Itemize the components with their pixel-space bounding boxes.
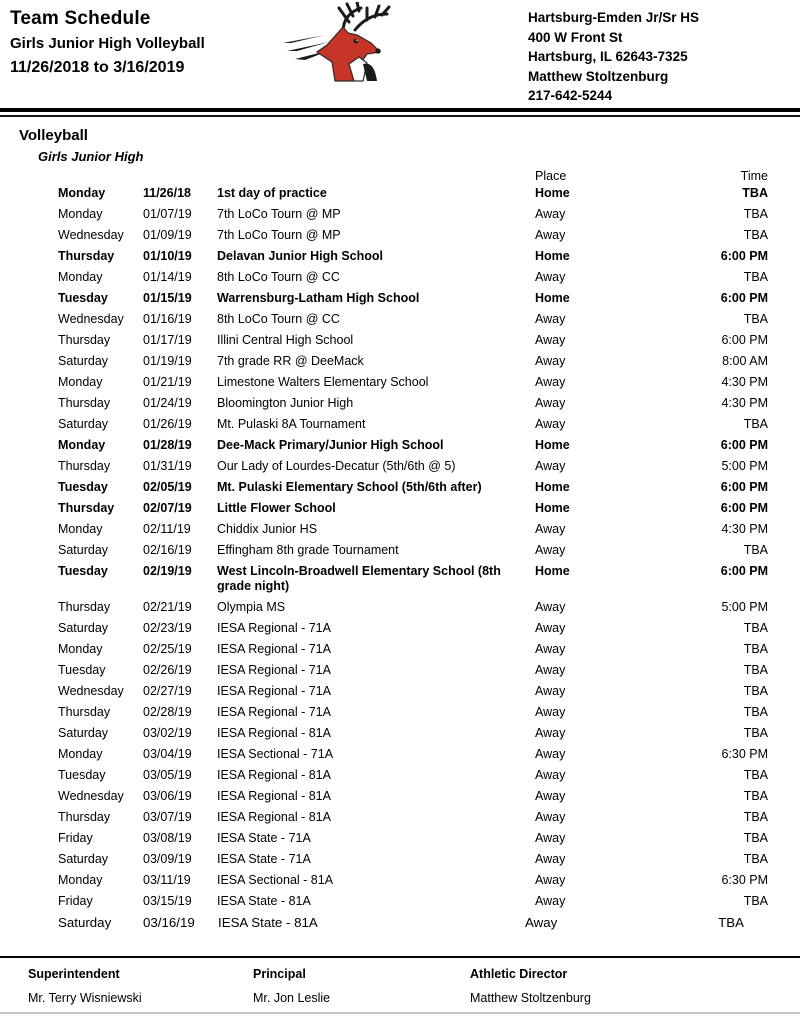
role-title: Principal bbox=[253, 967, 306, 981]
schedule-row bbox=[0, 891, 800, 912]
schedule-row bbox=[0, 597, 800, 618]
cell-event: 8th LoCo Tourn @ CC bbox=[217, 311, 340, 326]
cell-date: 01/10/19 bbox=[143, 248, 192, 263]
cell-place: Home bbox=[535, 437, 570, 452]
cell-event: Mt. Pulaski 8A Tournament bbox=[217, 416, 366, 431]
cell-date: 02/16/19 bbox=[143, 542, 192, 557]
cell-place: Away bbox=[535, 705, 566, 720]
cell-place: Away bbox=[535, 600, 566, 615]
cell-day: Thursday bbox=[58, 810, 111, 825]
cell-time: TBA bbox=[743, 705, 768, 720]
cell-day: Thursday bbox=[58, 600, 111, 615]
cell-date: 01/21/19 bbox=[143, 374, 192, 389]
cell-place: Away bbox=[535, 663, 566, 678]
cell-place: Away bbox=[535, 789, 566, 804]
cell-day: Monday bbox=[58, 269, 103, 284]
cell-day: Monday bbox=[58, 642, 103, 657]
cell-event: Illini Central High School bbox=[217, 332, 354, 347]
cell-day: Saturday bbox=[58, 621, 109, 636]
cell-date: 01/14/19 bbox=[143, 269, 192, 284]
cell-event: IESA State - 81A bbox=[218, 915, 318, 931]
cell-event: 7th LoCo Tourn @ MP bbox=[217, 227, 341, 242]
cell-place: Away bbox=[535, 621, 566, 636]
cell-day: Saturday bbox=[58, 416, 109, 431]
cell-date: 02/05/19 bbox=[143, 479, 192, 494]
cell-place: Away bbox=[535, 311, 566, 326]
cell-place: Away bbox=[535, 726, 566, 741]
schedule-row bbox=[0, 288, 800, 309]
cell-time: 6:00 PM bbox=[720, 290, 768, 305]
cell-date: 01/28/19 bbox=[143, 437, 192, 452]
cell-time: TBA bbox=[743, 269, 768, 284]
cell-event: Limestone Walters Elementary School bbox=[217, 374, 429, 389]
column-header-event bbox=[217, 170, 535, 183]
cell-place: Home bbox=[535, 248, 570, 263]
cell-time: TBA bbox=[742, 185, 768, 200]
cell-place: Away bbox=[535, 852, 566, 867]
schedule-row bbox=[0, 393, 800, 414]
footer-role bbox=[470, 967, 591, 1005]
cell-day: Monday bbox=[58, 374, 103, 389]
cell-date: 02/27/19 bbox=[143, 684, 192, 699]
sport-heading: Volleyball bbox=[19, 127, 88, 144]
cell-date: 03/02/19 bbox=[143, 726, 192, 741]
cell-event: Olympia MS bbox=[217, 600, 286, 615]
cell-time: 4:30 PM bbox=[721, 395, 768, 410]
schedule-row bbox=[0, 204, 800, 225]
cell-event: Bloomington Junior High bbox=[217, 395, 354, 410]
role-name: Mr. Terry Wisniewski bbox=[28, 991, 142, 1005]
cell-time: TBA bbox=[743, 642, 768, 657]
cell-place: Away bbox=[535, 227, 566, 242]
cell-time: TBA bbox=[743, 416, 768, 431]
cell-place: Away bbox=[535, 768, 566, 783]
cell-time: TBA bbox=[743, 894, 768, 909]
cell-date: 03/07/19 bbox=[143, 810, 192, 825]
cell-time: TBA bbox=[743, 542, 768, 557]
schedule-row bbox=[0, 807, 800, 828]
footer-divider bbox=[0, 956, 800, 958]
schedule-row bbox=[0, 870, 800, 891]
cell-place: Home bbox=[535, 290, 570, 305]
cell-time: 4:30 PM bbox=[721, 521, 768, 536]
cell-date: 03/06/19 bbox=[143, 789, 192, 804]
schedule-row bbox=[0, 639, 800, 660]
cell-place: Away bbox=[535, 810, 566, 825]
schedule-row bbox=[0, 618, 800, 639]
cell-event: IESA Sectional - 71A bbox=[217, 747, 334, 762]
column-header-time: Time bbox=[740, 169, 768, 183]
cell-time: 6:00 PM bbox=[721, 332, 768, 347]
page-title: Team Schedule bbox=[10, 8, 151, 29]
cell-event: IESA Regional - 81A bbox=[217, 768, 331, 783]
stag-mascot-icon bbox=[283, 2, 393, 82]
role-title: Athletic Director bbox=[470, 967, 568, 981]
schedule-row bbox=[0, 828, 800, 849]
cell-date: 02/19/19 bbox=[143, 563, 192, 578]
cell-event: IESA Regional - 71A bbox=[217, 621, 331, 636]
cell-event: Chiddix Junior HS bbox=[217, 521, 318, 536]
schedule-row bbox=[0, 477, 800, 498]
schedule-row bbox=[0, 435, 800, 456]
schedule-row bbox=[0, 498, 800, 519]
cell-event: Our Lady of Lourdes-Decatur (5th/6th @ 5) bbox=[217, 458, 456, 473]
cell-time: TBA bbox=[743, 768, 768, 783]
cell-place: Away bbox=[535, 206, 566, 221]
schedule-row bbox=[0, 309, 800, 330]
schedule-row bbox=[0, 702, 800, 723]
date-range: 11/26/2018 to 3/16/2019 bbox=[10, 59, 185, 76]
cell-place: Away bbox=[535, 684, 566, 699]
cell-place: Home bbox=[535, 500, 570, 515]
cell-date: 01/07/19 bbox=[143, 206, 192, 221]
cell-day: Saturday bbox=[58, 726, 109, 741]
cell-time: 6:00 PM bbox=[720, 479, 768, 494]
cell-event: 8th LoCo Tourn @ CC bbox=[217, 269, 340, 284]
cell-event: Little Flower School bbox=[217, 500, 336, 515]
cell-event: IESA Regional - 71A bbox=[217, 684, 331, 699]
cell-day: Tuesday bbox=[58, 290, 108, 305]
schedule-row bbox=[0, 519, 800, 540]
cell-time: 6:00 PM bbox=[720, 248, 768, 263]
role-title: Superintendent bbox=[28, 967, 120, 981]
cell-date: 02/28/19 bbox=[143, 705, 192, 720]
cell-date: 01/17/19 bbox=[143, 332, 192, 347]
cell-event: Effingham 8th grade Tournament bbox=[217, 542, 399, 557]
cell-day: Monday bbox=[58, 185, 106, 200]
cell-day: Thursday bbox=[58, 500, 115, 515]
cell-event: 7th LoCo Tourn @ MP bbox=[217, 206, 341, 221]
schedule-row bbox=[0, 912, 800, 933]
cell-time: 6:00 PM bbox=[720, 563, 768, 578]
cell-event: Warrensburg-Latham High School bbox=[217, 290, 420, 305]
cell-place: Away bbox=[535, 269, 566, 284]
schedule-row bbox=[0, 660, 800, 681]
cell-time: TBA bbox=[743, 852, 768, 867]
footer bbox=[0, 967, 800, 1013]
cell-time: TBA bbox=[743, 726, 768, 741]
role-name: Mr. Jon Leslie bbox=[253, 991, 331, 1005]
cell-time: 5:00 PM bbox=[721, 600, 768, 615]
cell-date: 02/25/19 bbox=[143, 642, 192, 657]
school-phone: 217-642-5244 bbox=[528, 88, 613, 103]
cell-place: Away bbox=[535, 542, 566, 557]
cell-place: Away bbox=[535, 747, 566, 762]
cell-place: Away bbox=[535, 521, 566, 536]
schedule-row bbox=[0, 225, 800, 246]
cell-day: Saturday bbox=[58, 353, 109, 368]
cell-day: Friday bbox=[58, 894, 93, 909]
cell-date: 01/19/19 bbox=[143, 353, 192, 368]
cell-day: Monday bbox=[58, 521, 103, 536]
schedule-row bbox=[0, 372, 800, 393]
cell-date: 03/16/19 bbox=[143, 915, 195, 931]
footer-role bbox=[253, 967, 330, 1005]
cell-event: IESA Regional - 81A bbox=[217, 810, 331, 825]
cell-place: Away bbox=[535, 458, 566, 473]
cell-day: Wednesday bbox=[58, 789, 124, 804]
schedule-row bbox=[0, 267, 800, 288]
cell-place: Away bbox=[535, 416, 566, 431]
cell-time: TBA bbox=[743, 206, 768, 221]
schedule-row bbox=[0, 849, 800, 870]
cell-date: 03/09/19 bbox=[143, 852, 192, 867]
schedule-row bbox=[0, 561, 800, 597]
cell-place: Home bbox=[535, 479, 570, 494]
cell-date: 11/26/18 bbox=[143, 185, 191, 200]
cell-date: 03/05/19 bbox=[143, 768, 192, 783]
cell-date: 02/07/19 bbox=[143, 500, 192, 515]
footer-role bbox=[28, 967, 142, 1005]
cell-event: Delavan Junior High School bbox=[217, 248, 383, 263]
column-header-date bbox=[143, 170, 217, 183]
cell-time: 6:30 PM bbox=[721, 873, 768, 888]
cell-event: IESA Regional - 71A bbox=[217, 642, 331, 657]
schedule-row bbox=[0, 330, 800, 351]
cell-time: TBA bbox=[743, 831, 768, 846]
schedule-row bbox=[0, 351, 800, 372]
cell-day: Wednesday bbox=[58, 227, 124, 242]
cell-time: 6:00 PM bbox=[720, 500, 768, 515]
schedule-table bbox=[0, 170, 800, 933]
cell-place: Away bbox=[535, 332, 566, 347]
cell-date: 03/11/19 bbox=[143, 873, 191, 888]
cell-event: IESA Regional - 81A bbox=[217, 789, 331, 804]
cell-time: 5:00 PM bbox=[721, 458, 768, 473]
cell-place: Away bbox=[535, 642, 566, 657]
cell-place: Away bbox=[525, 915, 558, 931]
cell-day: Wednesday bbox=[58, 311, 124, 326]
cell-day: Thursday bbox=[58, 248, 115, 263]
cell-day: Monday bbox=[58, 873, 103, 888]
cell-event: IESA Regional - 81A bbox=[217, 726, 331, 741]
cell-event: IESA Regional - 71A bbox=[217, 705, 331, 720]
cell-day: Saturday bbox=[58, 915, 112, 931]
cell-place: Away bbox=[535, 374, 566, 389]
cell-time: TBA bbox=[743, 311, 768, 326]
cell-time: TBA bbox=[743, 227, 768, 242]
cell-time: 6:30 PM bbox=[721, 747, 768, 762]
cell-time: 4:30 PM bbox=[721, 374, 768, 389]
cell-place: Home bbox=[535, 185, 570, 200]
cell-date: 01/24/19 bbox=[143, 395, 192, 410]
cell-time: TBA bbox=[743, 810, 768, 825]
cell-place: Away bbox=[535, 353, 566, 368]
schedule-row bbox=[0, 744, 800, 765]
cell-day: Monday bbox=[58, 747, 103, 762]
cell-date: 03/15/19 bbox=[143, 894, 192, 909]
cell-date: 02/11/19 bbox=[143, 521, 191, 536]
school-name: Hartsburg-Emden Jr/Sr HS bbox=[528, 10, 700, 25]
cell-time: TBA bbox=[743, 663, 768, 678]
cell-time: 8:00 AM bbox=[722, 353, 768, 368]
schedule-row bbox=[0, 456, 800, 477]
cell-day: Friday bbox=[58, 831, 93, 846]
cell-date: 02/26/19 bbox=[143, 663, 192, 678]
cell-date: 01/31/19 bbox=[143, 458, 192, 473]
cell-event: 1st day of practice bbox=[217, 185, 327, 200]
cell-event: IESA Sectional - 81A bbox=[217, 873, 334, 888]
school-contact-name: Matthew Stoltzenburg bbox=[528, 68, 669, 84]
cell-day: Thursday bbox=[58, 395, 111, 410]
schedule-row bbox=[0, 183, 800, 204]
cell-day: Tuesday bbox=[58, 663, 106, 678]
school-address-line1: 400 W Front St bbox=[528, 29, 623, 45]
cell-day: Thursday bbox=[58, 458, 111, 473]
schedule-rows bbox=[0, 183, 800, 933]
schedule-row bbox=[0, 765, 800, 786]
schedule-row bbox=[0, 723, 800, 744]
school-contact-block bbox=[528, 8, 699, 106]
cell-day: Tuesday bbox=[58, 563, 108, 578]
cell-day: Wednesday bbox=[58, 684, 124, 699]
cell-date: 02/21/19 bbox=[143, 600, 192, 615]
header-divider bbox=[0, 108, 800, 117]
column-header-day bbox=[58, 170, 143, 183]
cell-date: 01/15/19 bbox=[143, 290, 192, 305]
header-left bbox=[10, 8, 205, 77]
cell-place: Away bbox=[535, 831, 566, 846]
cell-time: TBA bbox=[743, 789, 768, 804]
schedule-row bbox=[0, 540, 800, 561]
cell-time: TBA bbox=[718, 915, 744, 931]
schedule-row bbox=[0, 414, 800, 435]
cell-event: IESA State - 81A bbox=[217, 894, 311, 909]
cell-date: 01/09/19 bbox=[143, 227, 192, 242]
cell-day: Thursday bbox=[58, 705, 111, 720]
team-subtitle: Girls Junior High Volleyball bbox=[10, 35, 205, 52]
cell-event: Mt. Pulaski Elementary School (5th/6th after) bbox=[217, 479, 482, 494]
cell-time: 6:00 PM bbox=[720, 437, 768, 452]
cell-event: IESA State - 71A bbox=[217, 831, 311, 846]
cell-event: IESA Regional - 71A bbox=[217, 663, 331, 678]
cell-day: Monday bbox=[58, 206, 103, 221]
cell-day: Monday bbox=[58, 437, 106, 452]
cell-date: 01/26/19 bbox=[143, 416, 192, 431]
column-header-place: Place bbox=[535, 169, 567, 183]
cell-day: Saturday bbox=[58, 852, 109, 867]
cell-date: 03/08/19 bbox=[143, 831, 192, 846]
page-bottom-rule bbox=[0, 1012, 800, 1014]
cell-place: Away bbox=[535, 395, 566, 410]
schedule-header-row bbox=[0, 170, 800, 183]
cell-day: Tuesday bbox=[58, 768, 106, 783]
role-name: Matthew Stoltzenburg bbox=[470, 991, 591, 1005]
cell-day: Tuesday bbox=[58, 479, 108, 494]
cell-day: Thursday bbox=[58, 332, 111, 347]
cell-date: 03/04/19 bbox=[143, 747, 192, 762]
cell-date: 01/16/19 bbox=[143, 311, 192, 326]
cell-time: TBA bbox=[743, 684, 768, 699]
cell-event: 7th grade RR @ DeeMack bbox=[217, 353, 364, 368]
schedule-row bbox=[0, 786, 800, 807]
cell-event: IESA State - 71A bbox=[217, 852, 311, 867]
schedule-row bbox=[0, 246, 800, 267]
team-heading: Girls Junior High bbox=[38, 149, 144, 164]
school-address-line2: Hartsburg, IL 62643-7325 bbox=[528, 49, 688, 64]
cell-time: TBA bbox=[743, 621, 768, 636]
cell-event: Dee-Mack Primary/Junior High School bbox=[217, 437, 444, 452]
cell-place: Away bbox=[535, 873, 566, 888]
cell-event: West Lincoln-Broadwell Elementary School (8th grade night) bbox=[217, 563, 501, 594]
cell-place: Home bbox=[535, 563, 570, 578]
cell-date: 02/23/19 bbox=[143, 621, 192, 636]
schedule-row bbox=[0, 681, 800, 702]
cell-place: Away bbox=[535, 894, 566, 909]
cell-day: Saturday bbox=[58, 542, 109, 557]
